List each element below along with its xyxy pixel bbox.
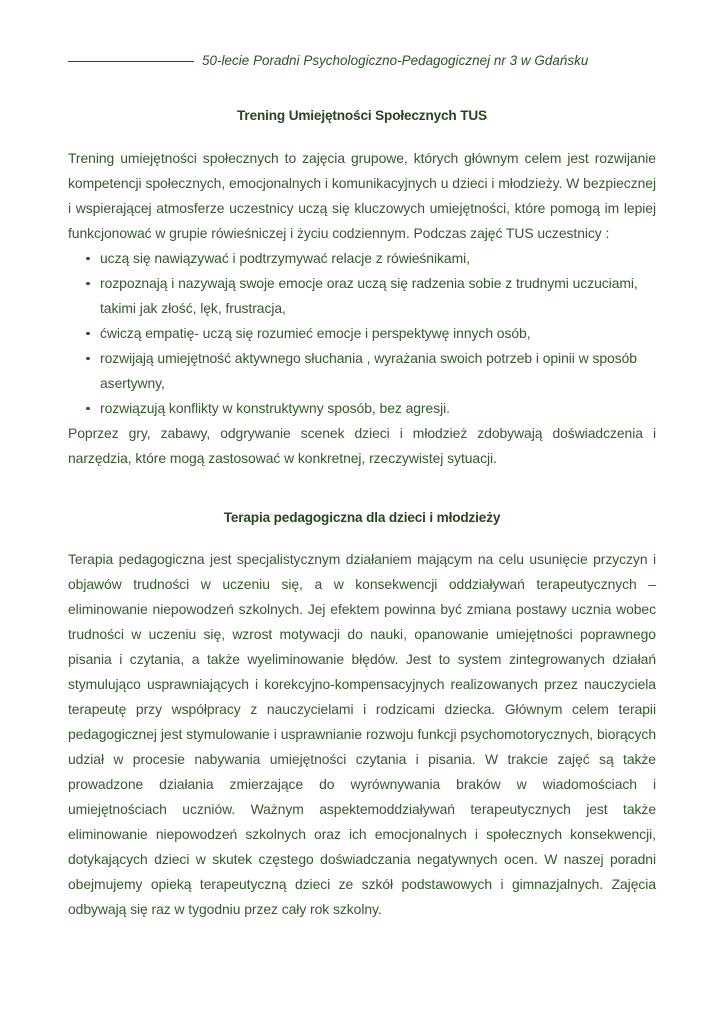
paragraph-terapia-body: Terapia pedagogiczna jest specjalistycznym działaniem mającym na celu usunięcie przyczyn i objawów trudności w uczeniu się, a w konsekwencji oddziaływań terapeutycznych – eliminowanie niepowodzeń szkolnych. Jej efektem powinna być zmiana postawy ucznia wobec trudności w uczeniu się, wzrost motywacji do nauki, opanowanie umiejętności poprawnego pisania i czytania, a także wyeliminowanie błędów. Jest to system zintegrowanych działań stymulująco usprawniających i korekcyjno-kompensacyjnych realizowanych przez nauczyciela terapeutę przy współpracy z nauczycielami i rodzicami dziecka. Głównym celem terapii pedagogicznej jest stymulowanie i usprawnianie rozwoju funkcji psychomotorycznych, biorących udział w procesie nabywania umiejętności czytania i pisania. W trakcie zajęć są także prowadzone działania zmierzające do wyrównywania braków w wiadomościach i umiejętnościach uczniów. Ważnym aspektemoddziaływań terapeutycznych jest także eliminowanie niepowodzeń szkolnych oraz ich emocjonalnych i społecznych konsekwencji, dotykających dzieci w skutek częstego doświadczania negatywnych ocen. W naszej poradni obejmujemy opieką terapeutyczną dzieci ze szkół podstawowych i gimnazjalnych. Zajęcia odbywają się raz w tygodniu przez cały rok szkolny. [68,551,656,918]
list-item: uczą się nawiązywać i podtrzymywać relacje z rówieśnikami, [68,246,656,271]
list-item: rozwijają umiejętność aktywnego słuchania , wyrażania swoich potrzeb i opinii w sposób asertywny, [68,346,656,396]
paragraph-tus-closing: Poprzez gry, zabawy, odgrywanie scenek dzieci i młodzież zdobywają doświadczenia i narzędzia, które mogą zastosować w konkretnej, rzeczywistej sytuacji. [68,424,656,466]
section-heading-terapia: Terapia pedagogiczna dla dzieci i młodzieży [223,509,501,525]
document-header [68,0,656,78]
section-heading-tus: Trening Umiejętności Społecznych TUS [237,108,487,123]
header-title: 50-lecie Poradni Psychologiczno-Pedagogicznej nr 3 w Gdańsku [202,52,589,68]
section-spacer [68,471,656,509]
list-item: ćwiczą empatię- uczą się rozumieć emocje i perspektywę innych osób, [68,321,656,346]
header-rule-icon [68,61,194,62]
list-item: rozwiązują konflikty w konstruktywny sposób, bez agresji. [68,396,656,421]
document-content [68,0,656,922]
tus-bullet-list [68,246,656,421]
paragraph-tus-intro: Trening umiejętności społecznych to zajęcia grupowe, których głównym celem jest rozwijanie kompetencji społecznych, emocjonalnych i komunikacyjnych u dzieci i młodzieży. W bezpiecznej i wspierającej atmosferze uczestnicy uczą się kluczowych umiejętności, które pomogą im lepiej funkcjonować w grupie rówieśniczej i życiu codziennym. Podczas zajęć TUS uczestnicy : [68,149,656,241]
list-item: rozpoznają i nazywają swoje emocje oraz uczą się radzenia sobie z trudnymi uczuciami, takimi jak złość, lęk, frustracja, [68,271,656,321]
